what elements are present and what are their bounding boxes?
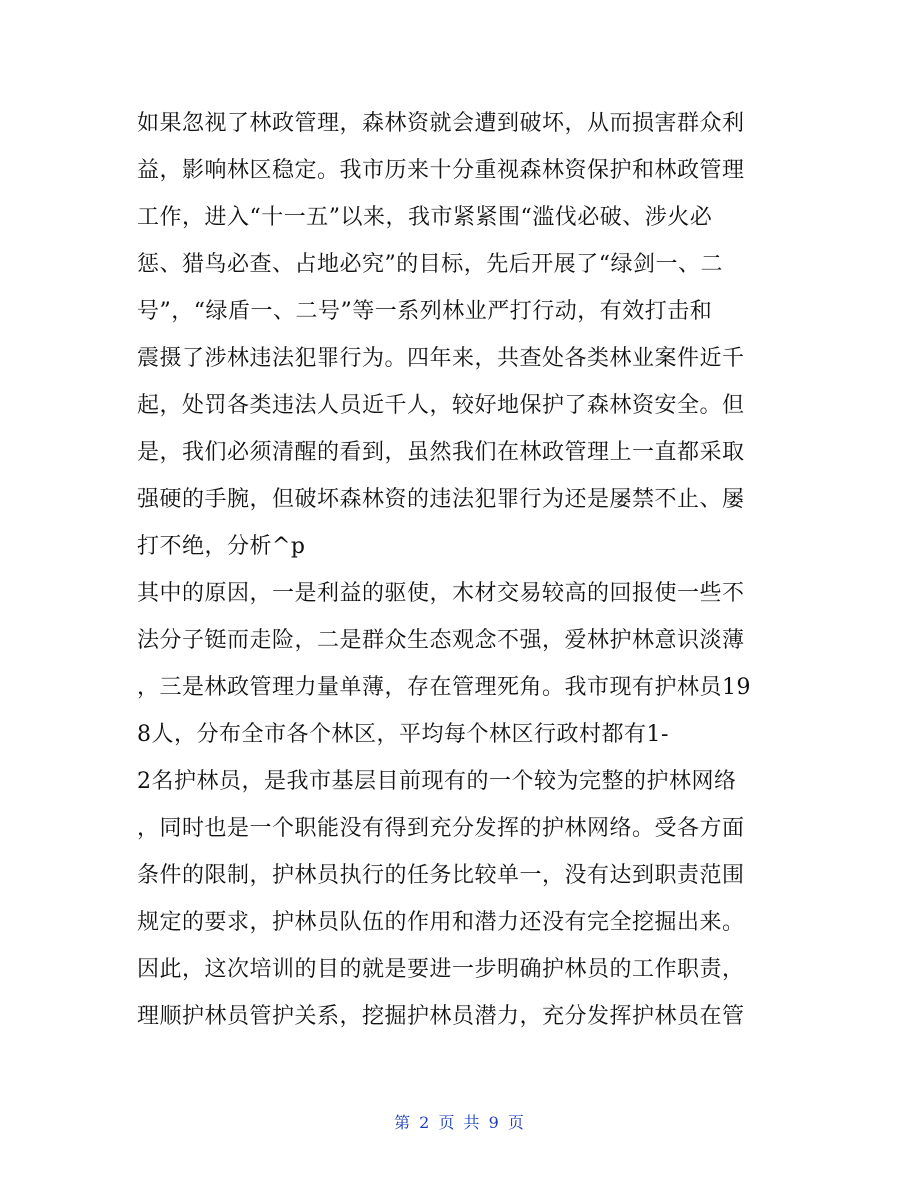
text-line: 因此，这次培训的目的就是要进一步明确护林员的工作职责，	[137, 957, 745, 982]
text-line: ，三是林政管理力量单薄，存在管理死角。我市现有护林员19	[137, 675, 751, 700]
text-line: 规定的要求，护林员队伍的作用和潜力还没有完全挖掘出来。	[137, 910, 745, 935]
text-line: 法分子铤而走险，二是群众生态观念不强，爱林护林意识淡薄	[137, 628, 745, 653]
text-line: 强硬的手腕，但破坏森林资的违法犯罪行为还是屡禁不止、屡	[137, 487, 745, 512]
text-line: 益，影响林区稳定。我市历来十分重视森林资保护和林政管理	[137, 158, 745, 183]
text-line: ，同时也是一个职能没有得到充分发挥的护林网络。受各方面	[137, 816, 745, 841]
text-line: 是，我们必须清醒的看到，虽然我们在林政管理上一直都采取	[137, 440, 745, 465]
text-line: 条件的限制，护林员执行的任务比较单一，没有达到职责范围	[137, 863, 745, 888]
text-line: 如果忽视了林政管理，森林资就会遭到破坏，从而损害群众利	[137, 111, 745, 136]
text-line: 震摄了涉林违法犯罪行为。四年来，共查处各类林业案件近千	[137, 346, 745, 371]
text-line: 号”，“绿盾一、二号”等一系列林业严打行动，有效打击和	[137, 299, 713, 324]
body-text	[137, 100, 797, 1040]
text-line: 8人，分布全市各个林区，平均每个林区行政村都有1-	[137, 722, 669, 747]
text-line: 惩、猎鸟必查、占地必究”的目标，先后开展了“绿剑一、二	[137, 252, 723, 277]
text-line: 打不绝，分析^p	[137, 534, 306, 559]
text-line: 其中的原因，一是利益的驱使，木材交易较高的回报使一些不	[137, 581, 745, 606]
page-number-footer: 第 2 页 共 9 页	[394, 1113, 526, 1132]
text-line: 理顺护林员管护关系，挖掘护林员潜力，充分发挥护林员在管	[137, 1004, 745, 1029]
text-line: 2名护林员，是我市基层目前现有的一个较为完整的护林网络	[137, 769, 737, 794]
text-line: 起，处罚各类违法人员近千人，较好地保护了森林资安全。但	[137, 393, 745, 418]
text-line: 工作，进入“十一五”以来，我市紧紧围“滥伐必破、涉火必	[137, 205, 713, 230]
